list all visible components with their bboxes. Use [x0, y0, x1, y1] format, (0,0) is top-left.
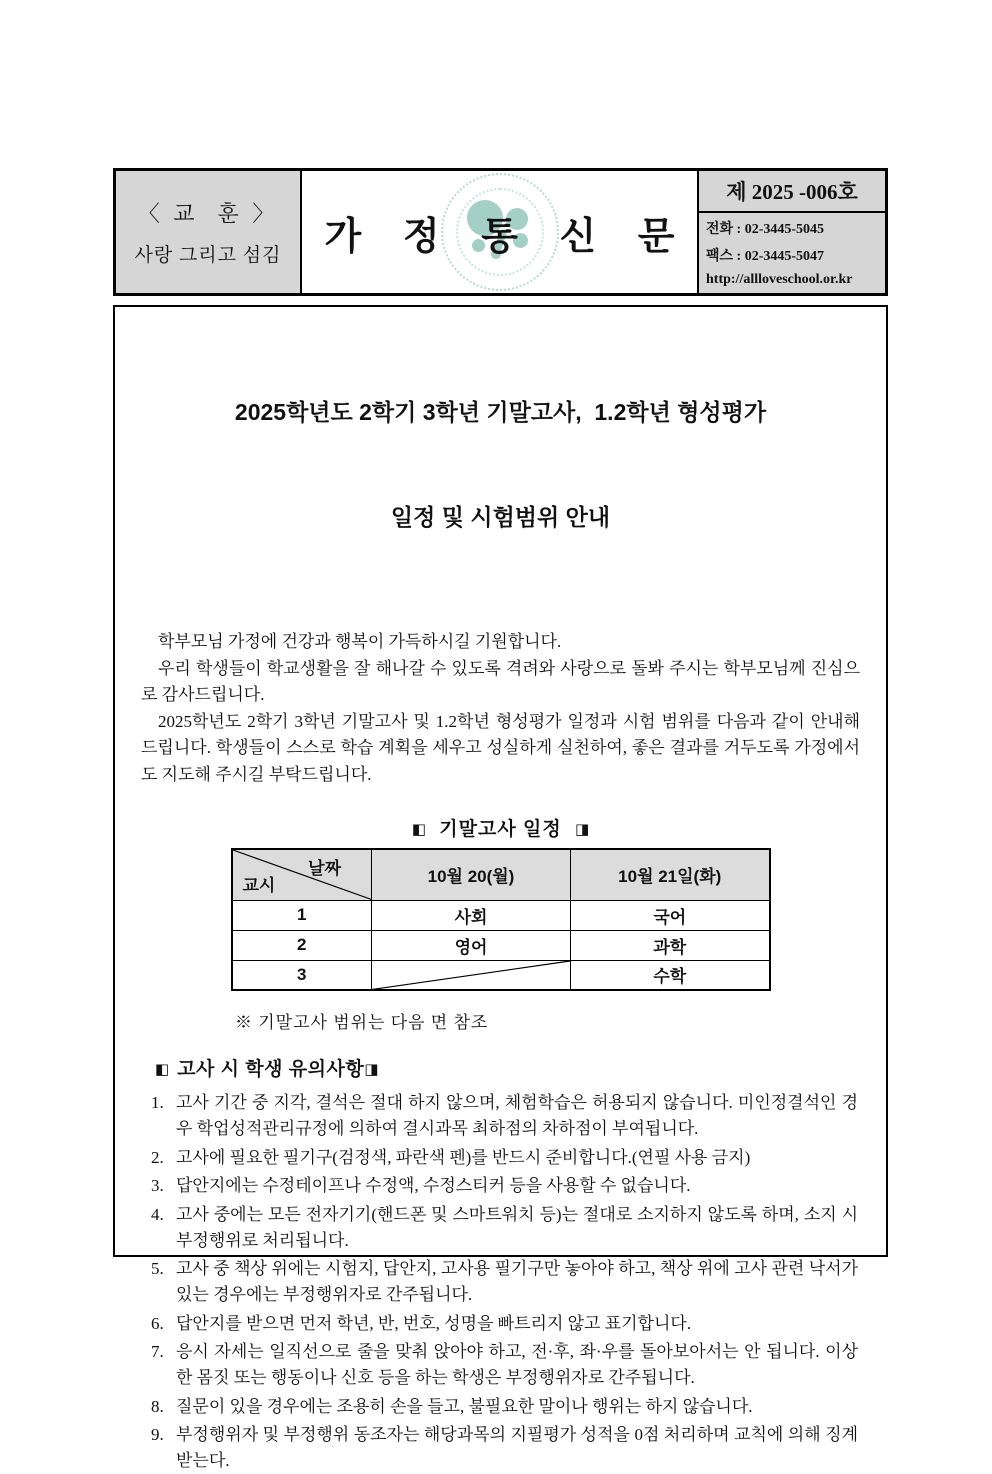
notice-item-number: 9.	[151, 1425, 164, 1444]
motto-text: 사랑 그리고 섬김	[134, 245, 282, 266]
subject-cell: 영어	[372, 930, 571, 960]
notice-item-text: 부정행위자 및 부정행위 동조자는 해당과목의 지필평가 성적을 0점 처리하며 교칙에 의해 징계 받는다.	[176, 1425, 858, 1470]
fax-line: 팩스 : 02-3445-5047	[706, 249, 825, 264]
notice-item-text: 답안지에는 수정테이프나 수정액, 수정스티커 등을 사용할 수 없습니다.	[176, 1176, 691, 1195]
thanks-paragraph: 우리 학생들이 학교생활을 잘 해나갈 수 있도록 격려와 사랑으로 돌봐 주시는 학부모님께 진심으로 감사드립니다.	[141, 658, 860, 704]
half-square-right-bullet-icon: ◨	[574, 821, 590, 838]
half-square-right-bullet-icon: ◨	[364, 1061, 379, 1078]
notice-item-text: 고사 기간 중 지각, 결석은 절대 하지 않으며, 체험학습은 허용되지 않습니다. 미인정결석인 경우 학업성적관리규정에 의하여 결시과목 최하점의 차하점이 부여됩니다.	[176, 1093, 858, 1138]
notice-item	[151, 1311, 858, 1337]
contact-info	[699, 213, 885, 293]
notice-item	[151, 1090, 858, 1142]
notice-item	[151, 1422, 858, 1474]
notice-heading	[155, 1054, 860, 1081]
document-title-line1: 2025학년도 2학기 3학년 기말고사, 1.2학년 형성평가	[234, 399, 767, 425]
masthead-char: 문	[637, 215, 675, 258]
subject-cell: 사회	[372, 900, 571, 930]
scope-note: ※ 기말고사 범위는 다음 면 참조	[235, 1013, 489, 1032]
empty-diagonal-cell	[372, 960, 571, 990]
notice-item-number: 6.	[151, 1313, 164, 1333]
notice-item-text: 고사 중에는 모든 전자기기(핸드폰 및 스마트워치 등)는 절대로 소지하지 않도록 하며, 소지 시 부정행위로 처리됩니다.	[176, 1204, 858, 1250]
table-header-row	[232, 849, 770, 900]
notice-item	[151, 1394, 858, 1420]
exam-schedule-table	[231, 848, 771, 991]
table-row-period1	[232, 900, 770, 930]
phone-line: 전화 : 02-3445-5045	[706, 222, 825, 237]
issue-info-box	[697, 171, 885, 293]
notice-item-number: 5.	[151, 1259, 164, 1278]
notice-item-text: 고사 중 책상 위에는 시험지, 답안지, 고사용 필기구만 놓아야 하고, 책상 위에 고사 관련 낙서가 있는 경우에는 부정행위자로 간주됩니다.	[176, 1259, 858, 1304]
period-cell: 2	[232, 930, 372, 960]
school-motto-box	[116, 171, 302, 293]
notice-item	[151, 1173, 858, 1199]
subject-cell: 국어	[571, 900, 770, 930]
diagonal-strike	[372, 961, 570, 990]
greeting-paragraph: 학부모님 가정에 건강과 행복이 가득하시길 기원합니다.	[158, 632, 562, 651]
notice-item-text: 응시 자세는 일직선으로 줄을 맞춰 앉아야 하고, 전·후, 좌·우를 돌아보아서는 안 됩니다. 이상한 몸짓 또는 행동이나 신호 등을 하는 학생은 부정행위자로 간주됩니다.	[176, 1342, 858, 1387]
announcement-paragraph: 2025학년도 2학기 3학년 기말고사 및 1.2학년 형성평가 일정과 시험 범위를 다음과 같이 안내해 드립니다. 학생들이 스스로 학습 계획을 세우고 성실하게 실천하여, 좋은 결과를 거두도록 가정에서도 지도해 주시길 부탁드립니다.	[141, 711, 860, 784]
corner-label-date: 날짜	[308, 859, 341, 878]
website-url: http://allloveschool.or.kr	[706, 272, 853, 287]
period-cell: 3	[232, 960, 372, 990]
column-header-day2: 10월 21일(화)	[571, 849, 770, 900]
newsletter-title	[325, 205, 675, 260]
notice-heading-text: 고사 시 학생 유의사항	[177, 1059, 365, 1080]
masthead-header	[113, 168, 888, 296]
half-square-left-bullet-icon: ◧	[411, 821, 427, 838]
notice-item-number: 3.	[151, 1176, 164, 1195]
corner-label-period: 교시	[242, 875, 276, 895]
masthead-char: 통	[481, 215, 518, 258]
table-row-period2	[232, 930, 770, 960]
notice-item	[151, 1256, 858, 1308]
exam-schedule-heading-text: 기말고사 일정	[439, 819, 562, 840]
half-square-left-bullet-icon: ◧	[155, 1061, 170, 1078]
notice-item-number: 4.	[151, 1204, 164, 1224]
notice-item-text: 답안지를 받으면 먼저 학년, 반, 번호, 성명을 빠트리지 않고 표기합니다.	[176, 1313, 692, 1333]
notice-item	[151, 1145, 858, 1171]
exam-schedule-heading	[141, 814, 860, 841]
document-title-line2: 일정 및 시험범위 안내	[390, 504, 611, 530]
masthead-char: 신	[559, 215, 597, 258]
subject-cell: 수학	[571, 960, 770, 990]
notice-item-text: 고사에 필요한 필기구(검정색, 파란색 펜)를 반드시 준비합니다.(연필 사용 금지)	[176, 1147, 751, 1167]
table-corner-cell	[232, 849, 372, 900]
document-title	[141, 325, 860, 605]
notice-item-text: 질문이 있을 경우에는 조용히 손을 들고, 불필요한 말이나 행위는 하지 않습니다.	[176, 1396, 753, 1416]
masthead-char: 정	[402, 215, 440, 258]
notice-item-number: 7.	[151, 1342, 164, 1361]
newsletter-title-box	[302, 171, 697, 293]
notice-item-number: 1.	[151, 1093, 164, 1112]
issue-number: 제 2025 -006호	[699, 171, 885, 213]
notice-item	[151, 1339, 858, 1391]
notice-item-number: 2.	[151, 1147, 164, 1167]
subject-cell: 과학	[571, 930, 770, 960]
table-row-period3	[232, 960, 770, 990]
period-cell: 1	[232, 900, 372, 930]
notice-item-number: 8.	[151, 1396, 164, 1416]
masthead-char: 가	[324, 215, 362, 258]
notice-list	[141, 1090, 860, 1474]
motto-title: 〈 교 훈 〉	[137, 201, 279, 226]
notice-item	[151, 1202, 858, 1254]
column-header-day1: 10월 20(월)	[372, 849, 571, 900]
document-body	[113, 305, 888, 1470]
